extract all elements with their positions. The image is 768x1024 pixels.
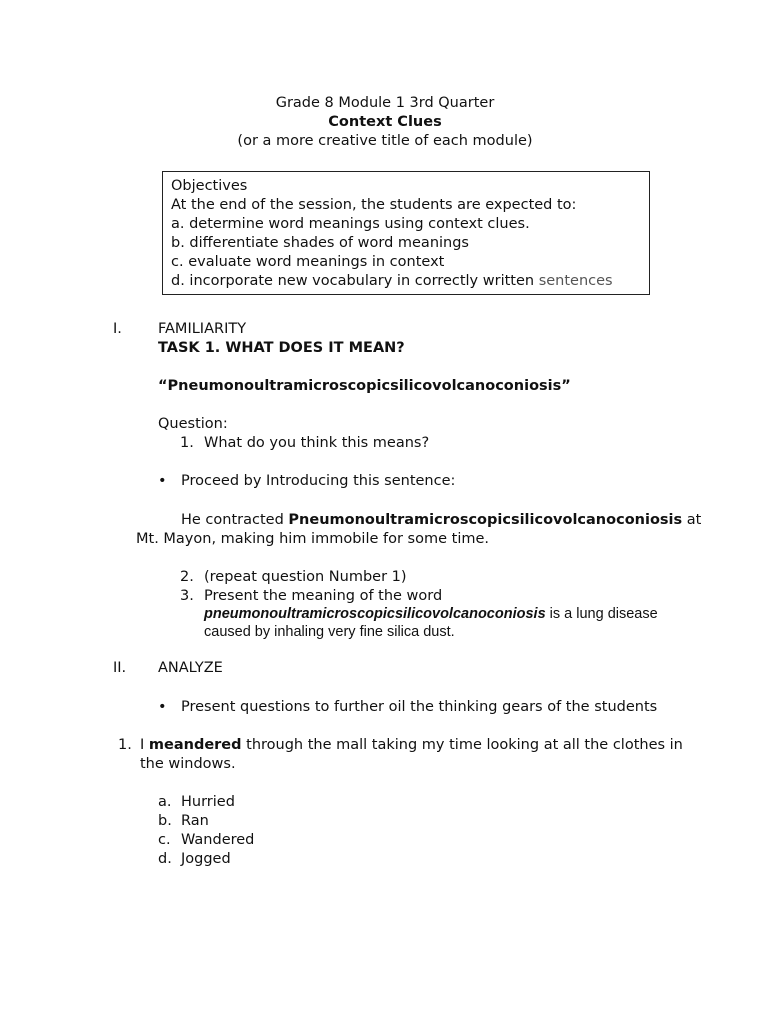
choice-text: Hurried (181, 794, 235, 810)
bullet-icon (158, 472, 167, 491)
section-numeral: I. (113, 321, 122, 337)
question-text: What do you think this means? (204, 435, 430, 451)
task-heading: TASK 1. WHAT DOES IT MEAN? (158, 340, 405, 356)
instruction-text: Proceed by Introducing this sentence: (181, 473, 456, 489)
objective-item: c. evaluate word meanings in context (171, 254, 445, 270)
example-sentence-word: Pneumonoultramicroscopicsilicovolcanoconiosis (288, 512, 683, 528)
choice-letter: a. (158, 794, 172, 810)
item-sentence (140, 736, 683, 755)
question-text: (repeat question Number 1) (204, 569, 407, 585)
question-label: Question: (158, 416, 228, 432)
bullet-icon (158, 698, 167, 717)
word-meaning-term: pneumonoultramicroscopicsilicovolcanoconiosis (204, 606, 546, 622)
item-number: 1. (118, 737, 132, 753)
item-sentence-line2: the windows. (140, 756, 236, 772)
objective-item-d (171, 272, 613, 291)
question-text: Present the meaning of the word (204, 588, 443, 604)
word-meaning-line2: caused by inhaling very fine silica dust. (204, 624, 455, 640)
word-meaning (204, 605, 658, 624)
example-sentence-start: He contracted (181, 512, 284, 528)
instruction-text: Present questions to further oil the thinking gears of the students (181, 699, 658, 715)
section-heading: FAMILIARITY (158, 321, 247, 337)
objectives-intro: At the end of the session, the students are expected to: (171, 197, 577, 213)
question-number: 3. (180, 588, 194, 604)
choice-letter: c. (158, 832, 171, 848)
example-sentence (181, 511, 701, 530)
page-title: Context Clues (328, 114, 442, 130)
item-sentence-word: meandered (148, 737, 242, 753)
question-number: 2. (180, 569, 194, 585)
choice-text: Jogged (181, 851, 231, 867)
choice-letter: d. (158, 851, 172, 867)
objective-item: a. determine word meanings using context clues. (171, 216, 530, 232)
section-numeral: II. (113, 660, 127, 676)
example-sentence-end: at (686, 512, 702, 528)
objective-item-d-last-word: sentences (538, 273, 613, 289)
choice-text: Wandered (181, 832, 255, 848)
choice-letter: b. (158, 813, 172, 829)
vocabulary-word: “Pneumonoultramicroscopicsilicovolcanoconiosis” (158, 378, 571, 394)
module-line: Grade 8 Module 1 3rd Quarter (275, 95, 495, 111)
objective-item-d-text: d. incorporate new vocabulary in correctly written (171, 273, 535, 289)
choice-text: Ran (181, 813, 209, 829)
objectives-heading: Objectives (171, 178, 248, 194)
page-subtitle: (or a more creative title of each module) (237, 133, 533, 149)
objective-item: b. differentiate shades of word meanings (171, 235, 469, 251)
item-sentence-end: through the mall taking my time looking at all the clothes in (246, 737, 683, 753)
question-number: 1. (180, 435, 194, 451)
word-meaning-text: is a lung disease (549, 606, 658, 622)
item-sentence-start: I (140, 737, 145, 753)
example-sentence-line2: Mt. Mayon, making him immobile for some time. (136, 531, 489, 547)
section-heading: ANALYZE (158, 660, 223, 676)
